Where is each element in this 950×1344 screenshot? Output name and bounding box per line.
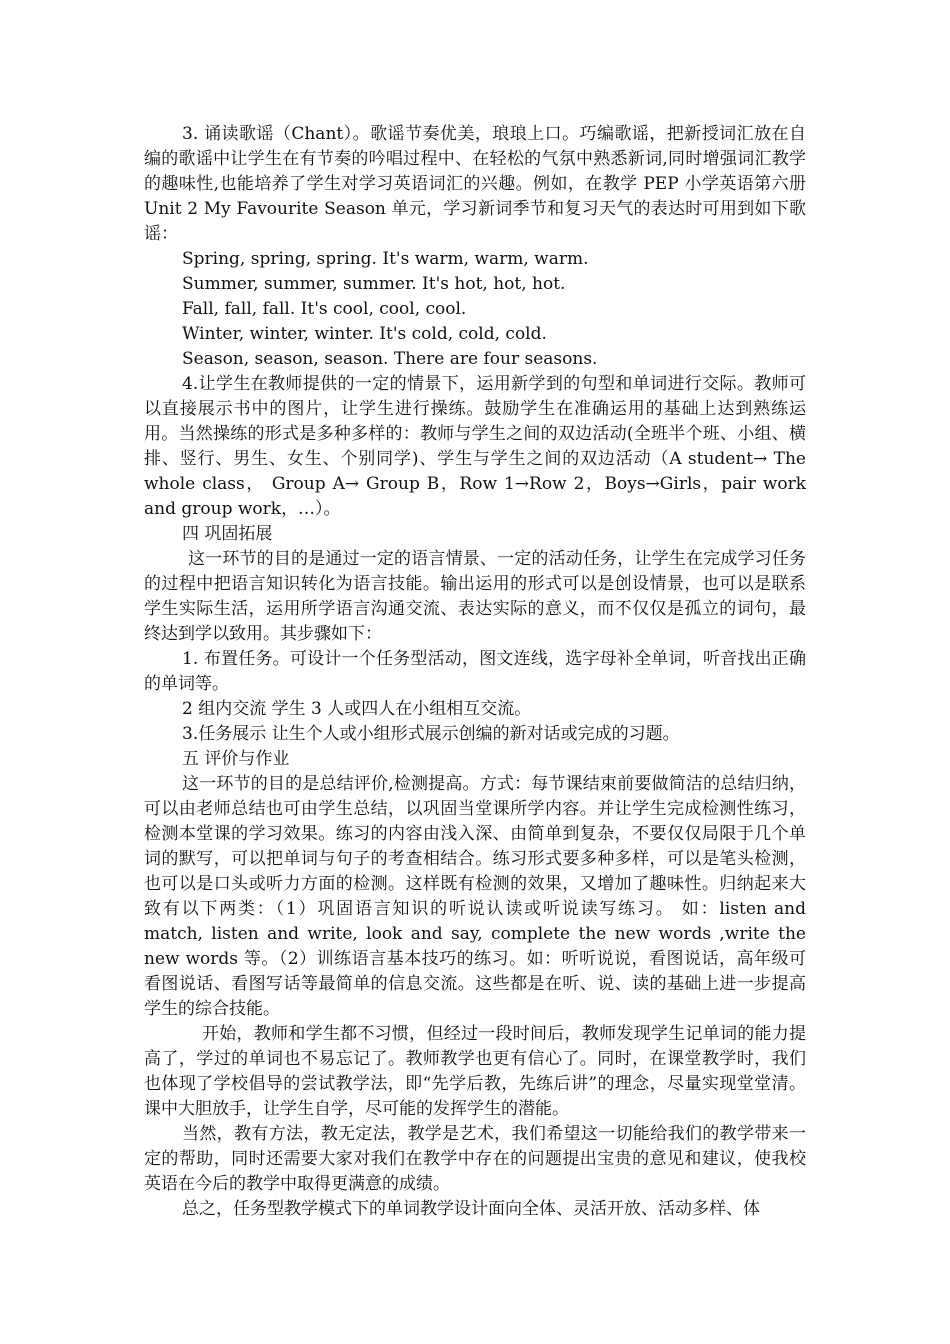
- chant-line-fall: Fall, fall, fall. It's cool, cool, cool.: [182, 299, 467, 319]
- paragraph-step-task-display: 3.任务展示 让生个人或小组形式展示创编的新对话或完成的习题。: [182, 724, 680, 744]
- paragraph-results: 开始，教师和学生都不习惯，但经过一段时间后，教师发现学生记单词的能力提高了，学过的单词也不易忘记了。教师教学也更有信心了。同时，在课堂教学时，我们也体现了学校倡导的尝试教学法，即“先学后教，先练后讲”的理念，尽量实现堂堂清。课中大胆放手，让学生自学，尽可能的发挥学生的潜能。: [144, 1024, 806, 1119]
- document-body: [144, 122, 806, 1222]
- paragraph-step-assign-task: 1. 布置任务。可设计一个任务型活动，图文连线，选字母补全单词，听音找出正确的单词等。: [144, 649, 806, 694]
- chant-line-season: Season, season, season. There are four seasons.: [182, 349, 598, 369]
- paragraph-step-group-exchange: 2 组内交流 学生 3 人或四人在小组相互交流。: [182, 699, 532, 719]
- paragraph-chant-method: 3. 诵读歌谣（Chant）。歌谣节奏优美，琅琅上口。巧编歌谣，把新授词汇放在自编的歌谣中让学生在有节奏的吟唱过程中、在轻松的气氛中熟悉新词,同时增强词汇教学的趣味性,也能培养了学生对学习英语词汇的兴趣。例如，在教学 PEP 小学英语第六册 Unit 2 My Favourite Season 单元，学习新词季节和复习天气的表达时可用到如下歌谣：: [144, 124, 806, 244]
- paragraph-reflection: 当然，教有方法，教无定法，教学是艺术，我们希望这一切能给我们的教学带来一定的帮助，同时还需要大家对我们在教学中存在的问题提出宝贵的意见和建议，使我校英语在今后的教学中取得更满意的成绩。: [144, 1124, 806, 1194]
- chant-line-summer: Summer, summer, summer. It's hot, hot, hot.: [182, 274, 566, 294]
- chant-line-winter: Winter, winter, winter. It's cold, cold, cold.: [182, 324, 547, 344]
- section-heading-evaluation: 五 评价与作业: [182, 749, 290, 769]
- paragraph-consolidation-purpose: 这一环节的目的是通过一定的语言情景、一定的活动任务，让学生在完成学习任务的过程中把语言知识转化为语言技能。输出运用的形式可以是创设情景，也可以是联系学生实际生活，运用所学语言沟通交流、表达实际的意义，而不仅仅是孤立的词句，最终达到学以致用。其步骤如下：: [144, 549, 806, 644]
- chant-line-spring: Spring, spring, spring. It's warm, warm, warm.: [182, 249, 589, 269]
- section-heading-consolidation: 四 巩固拓展: [182, 524, 273, 544]
- paragraph-evaluation-purpose: 这一环节的目的是总结评价,检测提高。方式：每节课结束前要做简洁的总结归纳，可以由老师总结也可由学生总结，以巩固当堂课所学内容。并让学生完成检测性练习，检测本堂课的学习效果。练习的内容由浅入深、由简单到复杂，不要仅仅局限于几个单词的默写，可以把单词与句子的考查相结合。练习形式要多种多样，可以是笔头检测，也可以是口头或听力方面的检测。这样既有检测的效果，又增加了趣味性。归纳起来大致有以下两类：（1）巩固语言知识的听说认读或听说读写练习。 如：listen and match, listen and write, look and say, complete the new words ,write the new words 等。（2）训练语言基本技巧的练习。如：听听说说，看图说话，高年级可看图说话、看图写话等最简单的信息交流。这些都是在听、说、读的基础上进一步提高学生的综合技能。: [144, 774, 806, 1019]
- paragraph-conclusion: 总之，任务型教学模式下的单词教学设计面向全体、灵活开放、活动多样、体: [182, 1199, 760, 1219]
- paragraph-situational-practice: 4.让学生在教师提供的一定的情景下，运用新学到的句型和单词进行交际。教师可以直接展示书中的图片，让学生进行操练。鼓励学生在准确运用的基础上达到熟练运用。当然操练的形式是多种多样的：教师与学生之间的双边活动(全班半个班、小组、横排、竖行、男生、女生、个别同学)、学生与学生之间的双边活动（A student→ The whole class， Group A→ Group B，Row 1→Row 2，Boys→Girls，pair work and group work，…）。: [144, 374, 806, 519]
